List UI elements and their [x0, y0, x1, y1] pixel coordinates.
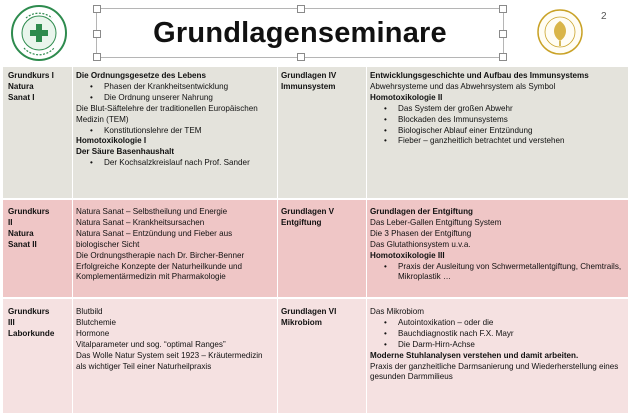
course-name-line: Grundlagen V: [281, 207, 335, 216]
resize-handle[interactable]: [93, 30, 101, 38]
content-line: Abwehrsysteme und das Abwehrsystem als Symbol: [370, 81, 556, 91]
content-line: Vitalparameter und sog. “optimal Ranges”: [76, 339, 226, 349]
content-line: Blutchemie: [76, 317, 117, 327]
resize-handle[interactable]: [297, 53, 305, 61]
course-name-cell: [281, 71, 363, 93]
content-line: Erfolgreiche Konzepte der Naturheilkunde und Komplementärmedizin mit Pharmakologie: [76, 261, 243, 282]
course-name-line: Grundlagen VI: [281, 307, 337, 316]
association-logo: [10, 4, 68, 62]
column-divider: [277, 67, 278, 413]
course-name-cell: [281, 207, 363, 229]
content-line: Natura Sanat – Selbstheilung und Energie: [76, 207, 228, 216]
content-bullet: • Phasen der Krankheitsentwicklung: [76, 82, 274, 93]
content-line: Die 3 Phasen der Entgiftung: [370, 228, 472, 238]
content-bullet: • Autointoxikation – oder die: [370, 318, 626, 329]
content-line: Die Ordnungstherapie nach Dr. Bircher-Benner: [76, 250, 245, 260]
course-name-line: III: [8, 317, 15, 327]
course-name-cell: [8, 71, 70, 104]
content-bullet: • Bauchdiagnostik nach F.X. Mayr: [370, 329, 626, 340]
page-title[interactable]: Grundlagenseminare: [153, 16, 447, 49]
resize-handle[interactable]: [499, 5, 507, 13]
content-bullet: • Konstitutionslehre der TEM: [76, 126, 274, 137]
column-divider: [72, 67, 73, 413]
course-content-cell: [370, 71, 626, 147]
content-heading: Der Säure Basenhaushalt: [76, 147, 175, 157]
academy-logo: [536, 8, 584, 56]
content-heading: Grundlagen der Entgiftung: [370, 207, 473, 216]
content-line: Praxis der ganzheitliche Darmsanierung und Wiederherstellung eines gesunden Darmmilieus: [370, 361, 619, 382]
academy-logo-icon: [536, 8, 584, 56]
content-bullet: • Biologischer Ablauf einer Entzündung: [370, 126, 626, 137]
course-name-cell: [8, 307, 70, 340]
course-name-cell: [8, 207, 70, 251]
resize-handle[interactable]: [93, 53, 101, 61]
content-heading: Homotoxikologie III: [370, 250, 445, 260]
course-name-line: Immunsystem: [281, 81, 336, 91]
content-heading: Moderne Stuhlanalysen verstehen und damit arbeiten.: [370, 350, 579, 360]
course-content-cell: [76, 71, 274, 169]
resize-handle[interactable]: [93, 5, 101, 13]
course-content-cell: [76, 307, 274, 372]
content-heading: Entwicklungsgeschichte und Aufbau des Immunsystems: [370, 71, 589, 80]
title-frame: [96, 8, 504, 58]
content-line: Blutbild: [76, 307, 103, 316]
column-divider: [366, 67, 367, 413]
content-line: Das Wolle Natur System seit 1923 – Kräutermedizin als wichtiger Teil einer Naturheilpraxis: [76, 350, 263, 371]
course-name-line: Mikrobiom: [281, 317, 322, 327]
content-line: Das Leber-Gallen Entgiftung System: [370, 217, 502, 227]
content-bullet: • Der Kochsalzkreislauf nach Prof. Sander: [76, 158, 274, 169]
resize-handle[interactable]: [499, 53, 507, 61]
association-logo-icon: [10, 4, 68, 62]
course-name-line: Natura: [8, 81, 34, 91]
course-name-line: Sanat II: [8, 239, 37, 249]
course-name-cell: [281, 307, 363, 329]
content-bullet: • Fieber – ganzheitlich betrachtet und verstehen: [370, 136, 626, 147]
content-bullet: • Die Ordnung unserer Nahrung: [76, 93, 274, 104]
content-line: Hormone: [76, 328, 110, 338]
resize-handle[interactable]: [297, 5, 305, 13]
content-bullet: • Praxis der Ausleitung von Schwermetallentgiftung, Chemtrails, Mikroplastik …: [370, 262, 626, 284]
course-name-line: Natura: [8, 228, 34, 238]
content-line: Das Mikrobiom: [370, 307, 424, 316]
course-name-line: Grundlagen IV: [281, 71, 337, 80]
content-heading: Homotoxikologie II: [370, 92, 443, 102]
content-bullet: • Das System der großen Abwehr: [370, 104, 626, 115]
course-name-line: II: [8, 217, 13, 227]
page-number: 2: [601, 11, 607, 22]
content-heading: Homotoxikologie I: [76, 136, 147, 146]
course-content-cell: [76, 207, 274, 283]
content-line: Natura Sanat – Krankheitsursachen: [76, 217, 205, 227]
course-content-cell: [370, 307, 626, 383]
course-content-cell: [370, 207, 626, 283]
content-heading: Die Ordnungsgesetze des Lebens: [76, 71, 206, 80]
course-name-line: Entgiftung: [281, 217, 322, 227]
course-name-line: Sanat I: [8, 92, 35, 102]
resize-handle[interactable]: [499, 30, 507, 38]
course-name-line: Grundkurs I: [8, 71, 54, 80]
row-divider: [3, 297, 628, 299]
content-line: Die Blut-Säftelehre der traditionellen Europäischen Medizin (TEM): [76, 103, 258, 124]
content-line: Natura Sanat – Entzündung und Fieber aus biologischer Sicht: [76, 228, 233, 249]
seminar-table: [3, 67, 628, 413]
content-line: Das Glutathionsystem u.v.a.: [370, 239, 471, 249]
course-name-line: Grundkurs: [8, 307, 50, 316]
course-name-line: Laborkunde: [8, 328, 55, 338]
row-divider: [3, 198, 628, 200]
course-name-line: Grundkurs: [8, 207, 50, 216]
content-bullet: • Die Darm-Hirn-Achse: [370, 340, 626, 351]
content-bullet: • Blockaden des Immunsystems: [370, 115, 626, 126]
